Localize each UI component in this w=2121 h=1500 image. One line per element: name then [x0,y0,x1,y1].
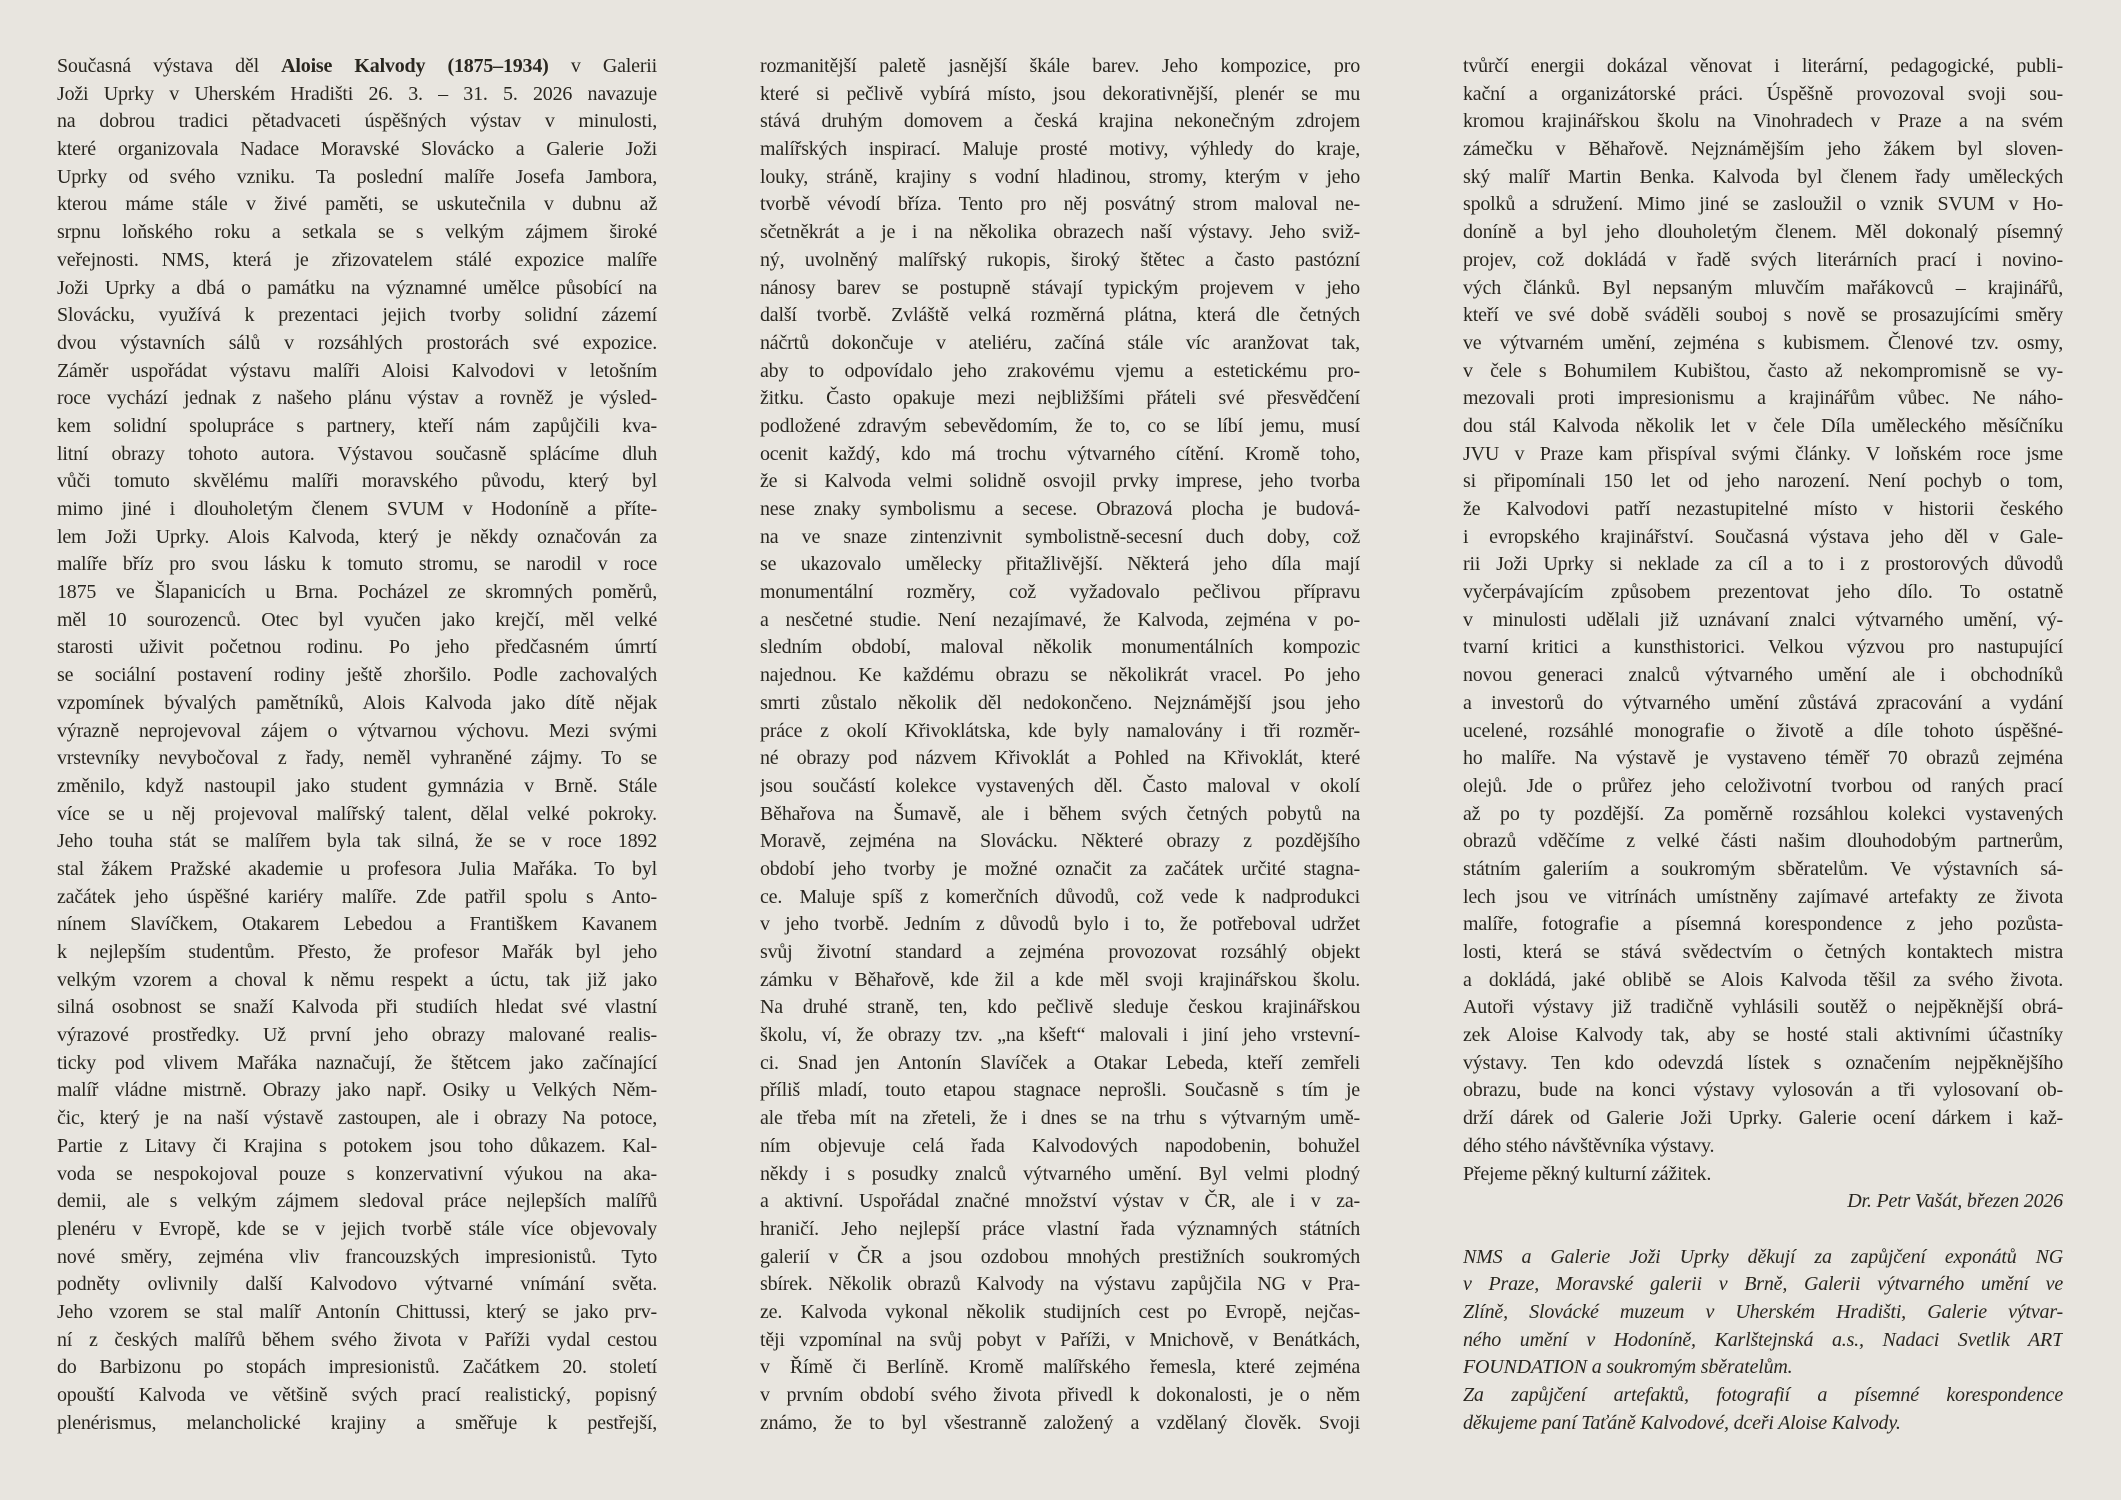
text-line: stal žákem Pražské akademie u profesora Julia Mařáka. To byl [57,857,657,880]
text-line: ci. Snad jen Antonín Slavíček a Otakar Lebeda, kteří zemřeli [760,1051,1360,1074]
text-line: a investorů do výtvarného umění zůstává zpracování a vydání [1463,691,2063,714]
text-line [1463,1216,2063,1244]
text-line: těji vzpomínal na svůj pobyt v Paříži, v Mnichově, v Benátkách, [760,1328,1360,1351]
text-line: Za zapůjčení artefaktů, fotografií a písemné korespondence [1463,1384,2063,1406]
text-line: nese znaky symbolismu a secese. Obrazová plocha je budová- [760,498,1360,520]
text-line: vrstevníky nevybočoval z řady, neměl vyhraněné zájmy. To se [57,747,657,770]
text-line: roce vychází jednak z našeho plánu výstav a rovněž je výsled- [57,387,657,410]
text-line: příliš mladí, touto etapou stagnace neprošli. Současně s tím je [760,1079,1360,1102]
text-line: ucelené, rozsáhlé monografie o životě a díle tohoto úspěšné- [1463,719,2063,742]
text-column-1 [57,53,657,1437]
text-line: kem solidní spolupráce s partnery, kteří nám zapůjčili kva- [57,414,657,437]
text-line: zámku v Běhařově, kde žil a kde měl svoji krajinářskou školu. [760,968,1360,991]
text-line: drží dárek od Galerie Joži Uprky. Galerie ocení dárkem i kaž- [1463,1107,2063,1130]
text-line: JVU v Praze kam přispíval svými články. V loňském roce jsme [1463,442,2063,465]
text-line: Zlíně, Slovácké muzeum v Uherském Hradišti, Galerie výtvar- [1463,1300,2063,1323]
text-line: ho malíře. Na výstavě je vystaveno téměř 70 obrazů zejména [1463,747,2063,770]
text-line: sledním období, maloval několik monumentálních kompozic [760,636,1360,659]
text-line: malíře, fotografie a písemná korespondence z jeho pozůsta- [1463,913,2063,936]
text-line: Přejeme pěkný kulturní zážitek. [1463,1162,1712,1185]
text-line: zámečku v Běhařově. Nejznámějším jeho žákem byl sloven- [1463,138,2063,161]
text-line: v Praze, Moravské galerii v Brně, Galerii výtvarného umění ve [1463,1273,2063,1296]
text-line: olejů. Jde o průřez jeho celoživotní tvorbou od raných prací [1463,774,2063,797]
text-line: Autoři výstavy již tradičně vyhlásili soutěž o nejpěknější obrá- [1463,996,2063,1019]
text-line: sbírek. Několik obrazů Kalvody na výstavu zapůjčila NG v Pra- [760,1273,1360,1296]
text-line: tvarní kritici a kunsthistorici. Velkou výzvou pro nastupující [1463,636,2063,659]
text-line: Dr. Petr Vašát, březen 2026 [1847,1190,2063,1213]
text-line: NMS a Galerie Joži Uprky děkují za zapůjčení exponátů NG [1463,1245,2063,1268]
text-line: dého stého návštěvníka výstavy. [1463,1134,1715,1157]
text-line: v čele s Bohumilem Kubištou, často až nekompromisně se vy- [1463,359,2063,382]
text-line: monumentální rozměry, což vyžadovalo pečlivou přípravu [760,581,1360,604]
text-line: podněty ovlivnily další Kalvodovo výtvarné vnímání světa. [57,1273,657,1296]
text-line: veřejnosti. NMS, která je zřizovatelem stálé expozice malíře [57,248,657,271]
text-line: dvou výstavních sálů v rozsáhlých prostorách své expozice. [57,331,657,354]
text-line: tvorbě vévodí bříza. Tento pro něj posvátný strom maloval ne- [760,193,1360,216]
text-line: více se u něj projevoval malířský talent, dělal velké pokroky. [57,802,657,825]
text-line: vzpomínek bývalých pamětníků, Alois Kalvoda jako dítě nějak [57,691,657,714]
text-line: najednou. Ke každému obrazu se několikrát vracel. Po jeho [760,664,1360,687]
text-line: měl 10 sourozenců. Otec byl vyučen jako krejčí, měl velké [57,608,657,631]
text-line: Jeho vzorem se stal malíř Antonín Chittussi, který se jako prv- [57,1300,657,1323]
text-line: malíře bříz pro svou lásku k tomuto stromu, se narodil v roce [57,553,657,576]
text-line: ný, uvolněný malířský rukopis, široký štětec a často pastózní [760,248,1360,271]
bold-text: Aloise Kalvody (1875–1934) [281,55,549,77]
text-line: zek Aloise Kalvody tak, aby se hosté stali aktivními účastníky [1463,1024,2063,1047]
text-line: změnilo, když nastoupil jako student gymnázia v Brně. Stále [57,774,657,797]
text-line: další tvorbě. Zvláště velká rozměrná plátna, která dle četných [760,304,1360,327]
text-line: malířských inspirací. Maluje prosté motivy, výhledy do kraje, [760,138,1360,161]
text-line: losti, která se stává svědectvím o četných kontaktech mistra [1463,941,2063,963]
text-line: svůj životní standard a zejména provozovat rozsáhlý objekt [760,941,1360,963]
text-line: tvůrčí energii dokázal věnovat i literární, pedagogické, publi- [1463,55,2063,77]
text-line: děkujeme paní Taťáně Kalvodové, dceři Aloise Kalvody. [1463,1411,1901,1434]
text-line: né obrazy pod názvem Křivoklát a Pohled na Křivoklát, které [760,747,1360,770]
text-line: Partie z Litavy či Krajina s potokem jsou toho důkazem. Kal- [57,1134,657,1157]
text-line: rii Joži Uprky si neklade za cíl a to i z prostorových důvodů [1463,553,2063,576]
text-line: vůči tomuto skvělému malíři moravského původu, který byl [57,470,657,493]
text-line: Joži Uprky v Uherském Hradišti 26. 3. – 31. 5. 2026 navazuje [57,82,657,105]
text-line: že si Kalvoda velmi solidně osvojil prvky imprese, jeho tvorba [760,470,1360,493]
text-line: stává druhým domovem a česká krajina nekonečným zdrojem [760,110,1360,133]
text-line: někdy i s posudky znalců výtvarného umění. Byl velmi plodný [760,1162,1360,1185]
text-line: výrazně neprojevoval zájem o výtvarnou výchovu. Mezi svými [57,719,657,742]
text-line: ní z českých malířů během svého života v Paříži vydal cestou [57,1328,657,1351]
text-line: kromou krajinářskou školu na Vinohradech v Praze a na svém [1463,110,2063,133]
text-line: na ve snaze zintenzivnit symbolistně-secesní duch doby, což [760,525,1360,548]
text-line: 1875 ve Šlapanicích u Brna. Pocházel ze skromných poměrů, [57,581,657,604]
text-line: rozmanitější paletě jasnější škále barev. Jeho kompozice, pro [760,55,1360,77]
text-line: ticky pod vlivem Mařáka naznačují, že štětcem jako začínající [57,1051,657,1074]
text-line: vyčerpávajícím způsobem prezentovat jeho dílo. To ostatně [1463,581,2063,604]
text-line: ský malíř Martin Benka. Kalvoda byl členem řady uměleckých [1463,165,2063,188]
text-line: vých článků. Byl nepsaným mluvčím mařákovců – krajinářů, [1463,276,2063,299]
text-column-3 [1463,53,2063,1437]
text-line: začátek jeho úspěšné kariéry malíře. Zde patřil spolu s Anto- [57,885,657,908]
text-line: kterou máme stále v živé paměti, se uskutečnila v dubnu až [57,193,657,216]
text-line: že Kalvodovi patří nezastupitelné místo v historii českého [1463,498,2063,520]
text-line: ze. Kalvoda vykonal několik studijních cest po Evropě, nejčas- [760,1300,1360,1323]
text-line: podložené zdravým sebevědomím, že to, co se líbí jemu, musí [760,414,1360,437]
text-line: i evropského krajinářství. Současná výstava jeho děl v Gale- [1463,525,2063,548]
text-line: velkým vzorem a choval k němu respekt a úctu, tak již jako [57,968,657,991]
text-line: litní obrazy tohoto autora. Výstavou současně splácíme dluh [57,442,657,465]
text-line: se ukazovalo umělecky přitažlivější. Některá jeho díla mají [760,553,1360,576]
text-line: doníně a byl jeho dlouholetým členem. Měl dokonalý písemný [1463,221,2063,244]
text-line: ocenit každý, kdo má trochu výtvarného cítění. Kromě toho, [760,442,1360,465]
text-line: smrti zůstalo několik děl nedokončeno. Nejznámější jsou jeho [760,691,1360,714]
text-line: obrazů vděčíme z velké části našim dlouhodobým partnerům, [1463,830,2063,853]
text-line: ním objevuje celá řada Kalvodových napodobenin, bohužel [760,1134,1360,1157]
text-line: lech jsou ve vitrínách umístněny zajímavé artefakty ze života [1463,885,2063,908]
text-line: nánosy barev se postupně stávají typickým projevem v jeho [760,276,1360,299]
text-line: aby to odpovídalo jeho zrakovému vjemu a estetickému pro- [760,359,1360,382]
text-line: FOUNDATION a soukromým sběratelům. [1463,1356,1793,1379]
text-line: opouští Kalvoda ve většině svých prací realistický, popisný [57,1384,657,1406]
text-line: náčrtů dokončuje v ateliéru, začíná stále víc aranžovat tak, [760,331,1360,354]
text-line: známo, že to byl všestranně založený a vzdělaný člověk. Svoji [760,1411,1360,1434]
text-line: k nejlepším studentům. Přesto, že profesor Mařák byl jeho [57,941,657,963]
text-line: výrazové prostředky. Už první jeho obrazy malované realis- [57,1024,657,1047]
text-line: žitku. Často opakuje mezi nejbližšími přáteli své přesvědčení [760,387,1360,410]
text-line: kační a organizátorské práci. Úspěšně provozoval svoji sou- [1463,82,2063,105]
text-line: které organizovala Nadace Moravské Slovácko a Galerie Joži [57,138,657,161]
text-line: silná osobnost se snaží Kalvoda při studiích hledat své vlastní [57,996,657,1019]
text-line: nínem Slavíčkem, Otakarem Lebedou a Františkem Kavanem [57,913,657,936]
text-line: novou generaci znalců výtvarného umění ale i obchodníků [1463,664,2063,687]
text-line: Záměr uspořádat výstavu malíři Aloisi Kalvodovi v letošním [57,359,657,382]
text-line: galerií v ČR a jsou ozdobou mnohých prestižních soukromých [760,1245,1360,1268]
text-line: ale třeba mít na zřeteli, že i dnes se na trhu s výtvarným umě- [760,1107,1360,1130]
text-line: lem Joži Uprky. Alois Kalvoda, který je někdy označován za [57,525,657,548]
text-line: až po ty pozdější. Za poměrně rozsáhlou kolekci vystavených [1463,802,2063,825]
text-line: Běhařova na Šumavě, ale i během svých četných pobytů na [760,802,1360,825]
text-line: Moravě, zejména na Slovácku. Některé obrazy z pozdějšího [760,830,1360,853]
text-line: srpnu loňského roku a setkala se s velkým zájmem široké [57,221,657,244]
text-line: Na druhé straně, ten, kdo pečlivě sleduje českou krajinářskou [760,996,1360,1019]
text-line: do Barbizonu po stopách impresionistů. Začátkem 20. století [57,1356,657,1379]
text-line: které si pečlivě vybírá místo, jsou dekorativnější, plenér se mu [760,82,1360,105]
text-line: si připomínali 150 let od jeho narození. Není pochyb o tom, [1463,470,2063,493]
text-line: Joži Uprky a dbá o památku na významné umělce působící na [57,276,657,299]
text-line: ného umění v Hodoníně, Karlštejnská a.s., Nadaci Svetlik ART [1463,1328,2063,1351]
text-line: dou stál Kalvoda několik let v čele Díla uměleckého měsíčníku [1463,414,2063,437]
text-line: Slovácku, využívá k prezentaci jejich tvorby solidní zázemí [57,304,657,327]
text-line: kteří ve své době sváděli souboj s nově se prosazujícími směry [1463,304,2063,327]
text-line: čic, který je na naší výstavě zastoupen, ale i obrazy Na potoce, [57,1107,657,1130]
text-line: Jeho touha stát se malířem byla tak silná, že se v roce 1892 [57,830,657,853]
text-line: obrazu, bude na konci výstavy vylosován a tři vylosovaní ob- [1463,1079,2063,1102]
text-line: plenéru v Evropě, kde se v jejich tvorbě stále více objevovaly [57,1217,657,1240]
text-line: v prvním období svého života přivedl k dokonalosti, je o něm [760,1384,1360,1406]
text-line: výstavy. Ten kdo odevzdá lístek s označením nejpěknějšího [1463,1051,2063,1074]
text-line: a aktivní. Uspořádal značné množství výstav v ČR, ale i v za- [760,1190,1360,1213]
text-line: v jeho tvorbě. Jedním z důvodů bylo i to, že potřeboval udržet [760,913,1360,936]
text-line: mimo jiné i dlouholetým členem SVUM v Hodoníně a příte- [57,498,657,520]
text-line: Současná výstava děl Aloise Kalvody (1875–1934) v Galerii [57,55,657,77]
text-line: sčetněkrát a je i na několika obrazech naší výstavy. Jeho sviž- [760,221,1360,244]
text-line: práce z okolí Křivoklátska, kde byly namalovány i tři rozměr- [760,719,1360,742]
text-line: voda se nespokojoval pouze s konzervativní výukou na aka- [57,1162,657,1185]
text-column-2 [760,53,1360,1437]
text-line: období jeho tvorby je možné označit za začátek určité stagna- [760,857,1360,880]
text-line: malíř vládne mistrně. Obrazy jako např. Osiky u Velkých Něm- [57,1079,657,1102]
text-line: školu, ví, že obrazy tzv. „na kšeft“ malovali i jiní jeho vrstevní- [760,1024,1360,1047]
text-line: ce. Maluje spíš z komerčních důvodů, což vede k nadprodukci [760,885,1360,908]
text-line: a dokládá, jaké oblibě se Alois Kalvoda těšil za svého života. [1463,968,2063,991]
text-line: státním galeriím a soukromým sběratelům. Ve výstavních sá- [1463,857,2063,880]
text-line: starosti uživit početnou rodinu. Po jeho předčasném úmrtí [57,636,657,659]
text-line: na dobrou tradici pětadvaceti úspěšných výstav v minulosti, [57,110,657,133]
text-columns [57,53,2063,1437]
text-line: spolků a sdružení. Mimo jiné se zasloužil o vznik SVUM v Ho- [1463,193,2063,216]
text-line: v Římě či Berlíně. Kromě malířského řemesla, které zejména [760,1356,1360,1379]
text-line: louky, stráně, krajiny s vodní hladinou, stromy, kterým v jeho [760,165,1360,188]
text-line: Uprky od svého vzniku. Ta poslední malíře Josefa Jambora, [57,165,657,188]
text-line: hraničí. Jeho nejlepší práce vlastní řada významných státních [760,1217,1360,1240]
text-line: mezovali proti impresionismu a krajinářům vůbec. Ne náho- [1463,387,2063,410]
text-line: v minulosti udělali již uznávaní znalci výtvarného umění, vý- [1463,608,2063,631]
text-line: a nesčetné studie. Není nezajímavé, že Kalvoda, zejména v po- [760,608,1360,631]
text-line: nové směry, zejména vliv francouzských impresionistů. Tyto [57,1245,657,1268]
text-line: se sociální postavení rodiny ještě zhoršilo. Podle zachovalých [57,664,657,687]
text-line: jsou součástí kolekce vystavených děl. Často maloval v okolí [760,774,1360,797]
text-line: plenérismus, melancholické krajiny a směřuje k pestřejší, [57,1411,657,1434]
text-line: demii, ale s velkým zájmem sledoval práce nejlepších malířů [57,1190,657,1213]
text-line: projev, což dokládá v řadě svých literárních prací i novino- [1463,248,2063,271]
text-line: ve výtvarném umění, zejména s kubismem. Členové tzv. osmy, [1463,331,2063,354]
